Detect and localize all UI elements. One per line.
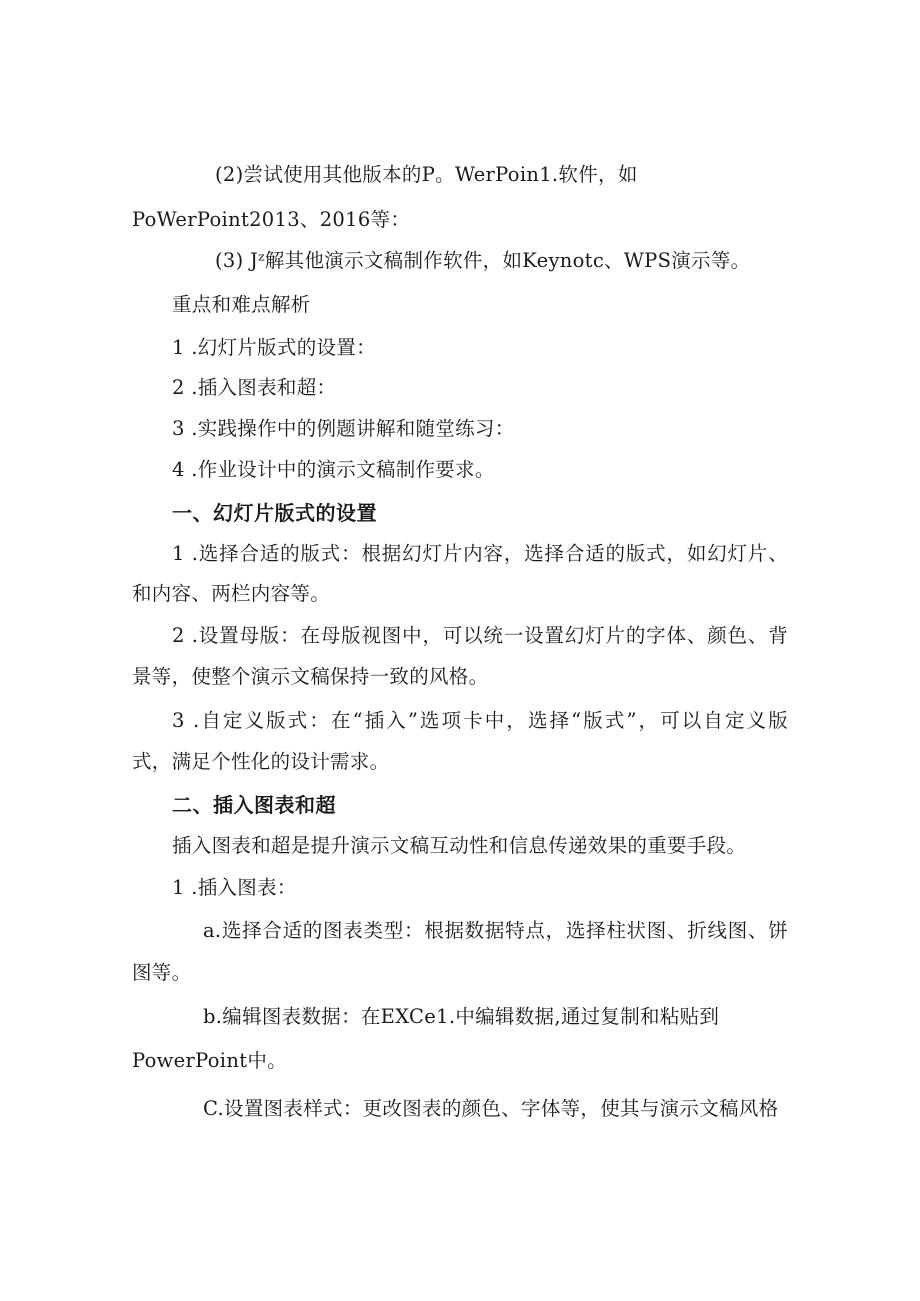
paragraph-line: PowerPoint中。 (132, 1049, 287, 1072)
list-item: 3 .实践操作中的例题讲解和随堂练习： (172, 417, 515, 440)
paragraph-line: b.编辑图表数据：在EXCe1.中编辑数据,通过复制和粘贴到 (203, 1005, 720, 1028)
list-item: 2 .插入图表和超： (172, 376, 337, 399)
paragraph-line: 2 .设置母版：在母版视图中，可以统一设置幻灯片的字体、颜色、背 (172, 624, 788, 647)
paragraph-line: 3 .自定义版式：在“插入”选项卡中，选择“版式”，可以自定义版 (172, 709, 788, 732)
paragraph-line: 和内容、两栏内容等。 (132, 582, 331, 605)
paragraph-line: C.设置图表样式：更改图表的颜色、字体等，使其与演示文稿风格 (203, 1097, 779, 1120)
list-item: 4 .作业设计中的演示文稿制作要求。 (172, 458, 495, 481)
section-heading: 二、插入图表和超 (172, 793, 336, 817)
paragraph-line: 式，满足个性化的设计需求。 (132, 750, 390, 773)
list-item: 1 .插入图表： (172, 876, 297, 899)
paragraph-line: 景等，使整个演示文稿保持一致的风格。 (132, 665, 489, 688)
section-heading: 一、幻灯片版式的设置 (172, 501, 377, 525)
paragraph-line: 插入图表和超是提升演示文稿互动性和信息传递效果的重要手段。 (172, 834, 747, 857)
section-label: 重点和难点解析 (172, 293, 311, 316)
paragraph-line: (3) Jᶻ解其他演示文稿制作软件，如Keynotc、WPS演示等。 (215, 249, 751, 272)
list-item: 1 .幻灯片版式的设置： (172, 336, 376, 359)
paragraph-line: (2)尝试使用其他版本的P。WerPoin1.软件，如 (215, 163, 638, 186)
paragraph-line: PoWerPoint2013、2016等： (132, 208, 411, 231)
paragraph-line: 1 .选择合适的版式：根据幻灯片内容，选择合适的版式，如幻灯片、 (172, 542, 788, 565)
paragraph-line: a.选择合适的图表类型：根据数据特点，选择柱状图、折线图、饼 (203, 919, 788, 942)
paragraph-line: 图等。 (132, 961, 192, 984)
